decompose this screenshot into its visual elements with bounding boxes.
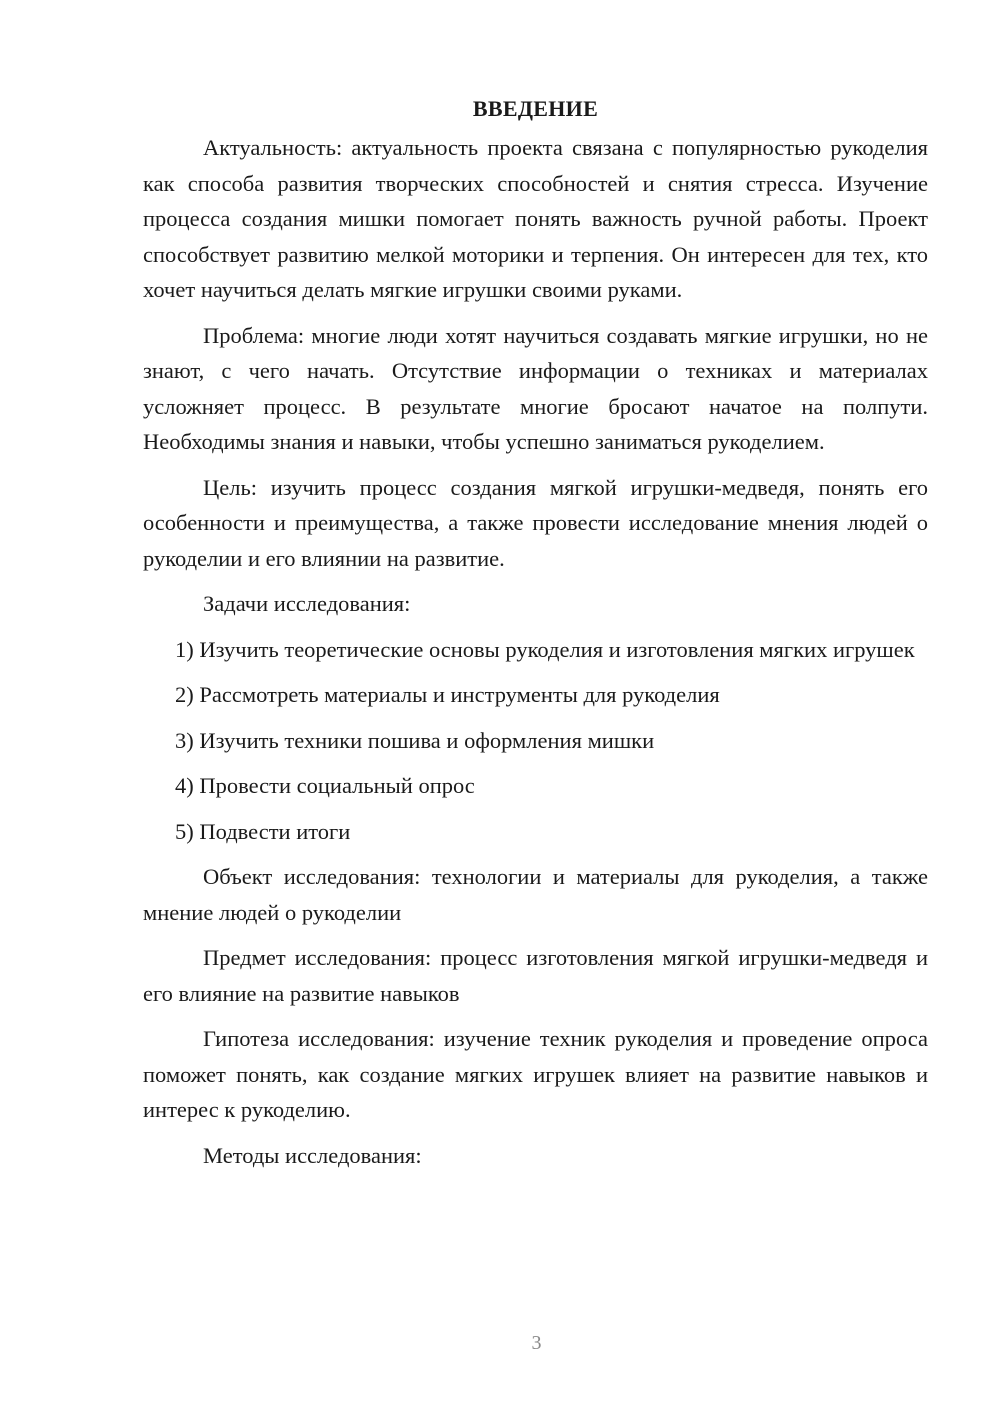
list-item-task-1: 1) Изучить теоретические основы рукоделия и изготовления мягких игрушек	[175, 636, 915, 662]
paragraph-hypothesis: Гипотеза исследования: изучение техник рукоделия и проведение опроса поможет понять, как создание мягких игрушек влияет на развитие навыков и интерес к рукоделию.	[143, 1026, 928, 1122]
paragraph-relevance: Актуальность: актуальность проекта связана с популярностью рукоделия как способа развития творческих способностей и снятия стресса. Изучение процесса создания мишки помогает понять важность ручной работы. Проект способствует развитию мелкой моторики и терпения. Он интересен для тех, кто хочет научиться делать мягкие игрушки своими руками.	[143, 135, 928, 302]
list-item-task-4: 4) Провести социальный опрос	[175, 773, 475, 798]
list-item-task-3: 3) Изучить техники пошива и оформления мишки	[175, 727, 655, 753]
tasks-heading: Задачи исследования:	[203, 591, 411, 616]
page-title: ВВЕДЕНИЕ	[472, 96, 599, 121]
paragraph-goal: Цель: изучить процесс создания мягкой игрушки-медведя, понять его особенности и преимущества, а также провести исследование мнения людей о рукоделии и его влиянии на развитие.	[143, 474, 928, 571]
list-item-task-5: 5) Подвести итоги	[175, 818, 351, 844]
paragraph-subject: Предмет исследования: процесс изготовления мягкой игрушки-медведя и его влияние на развитие навыков	[143, 945, 928, 1006]
methods-heading: Методы исследования:	[203, 1142, 422, 1168]
paragraph-problem: Проблема: многие люди хотят научиться создавать мягкие игрушки, но не знают, с чего начать. Отсутствие информации о техниках и материалах усложняет процесс. В результате многие бросают начатое на полпути. Необходимы знания и навыки, чтобы успешно заниматься рукоделием.	[143, 322, 928, 454]
paragraph-object: Объект исследования: технологии и материалы для рукоделия, а также мнение людей о рукоделии	[143, 864, 928, 925]
document-page	[143, 92, 928, 1173]
page-number: 3	[531, 1332, 542, 1354]
list-item-task-2: 2) Рассмотреть материалы и инструменты для рукоделия	[175, 682, 720, 707]
